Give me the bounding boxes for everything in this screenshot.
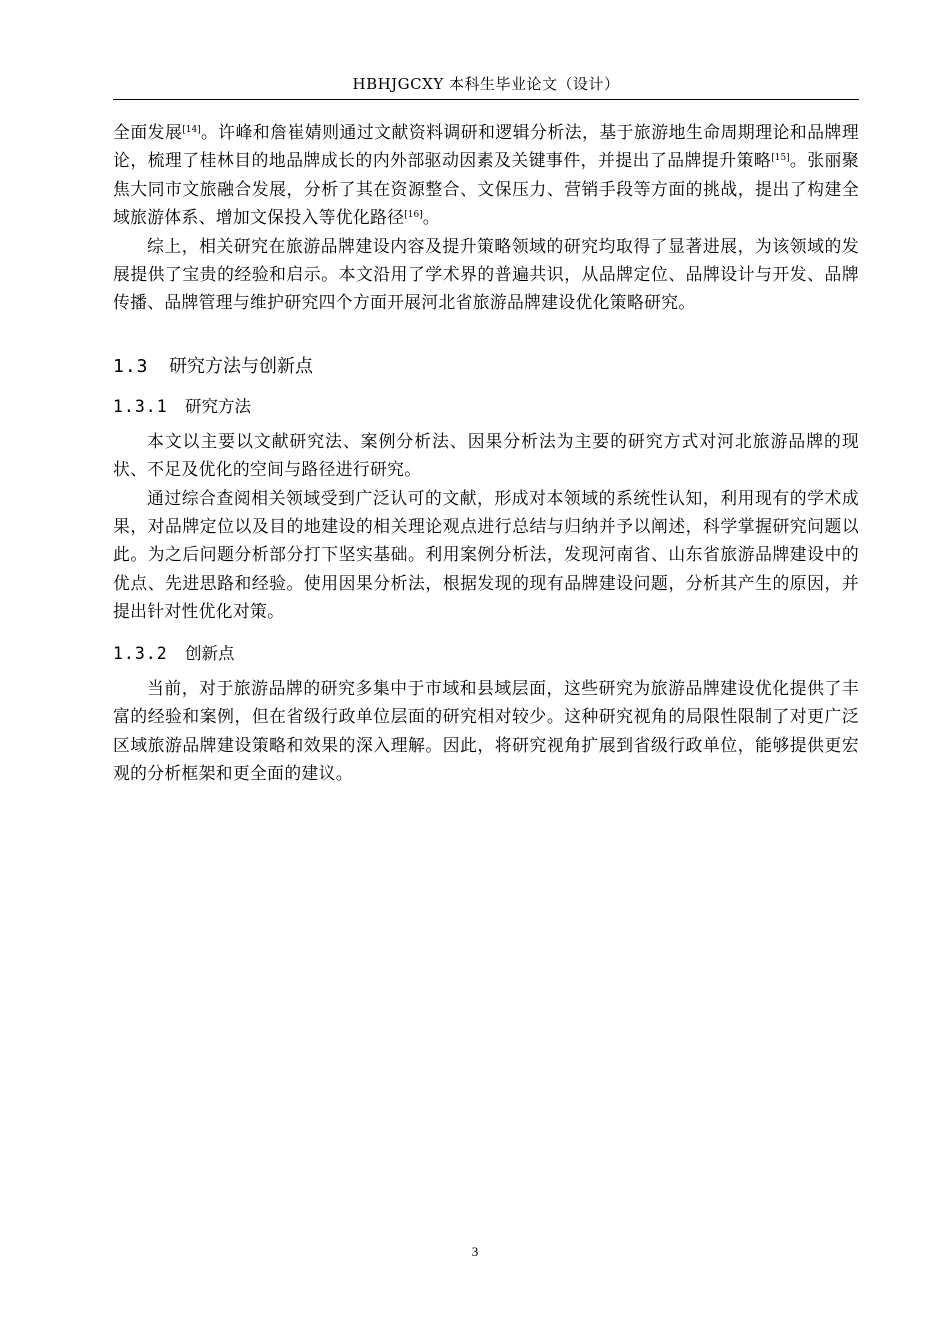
page-body [113,118,859,787]
section-heading-1-3 [113,353,859,381]
subsection-title: 研究方法 [185,396,251,416]
citation-16: [16] [404,210,423,221]
methods-paragraph-2: 通过综合查阅相关领域受到广泛认可的文献，形成对本领域的系统性认知，利用现有的学术成果，对品牌定位以及目的地建设的相关理论观点进行总结与归纳并予以阐述，科学掌握研究问题以此。为之后问题分析部分打下坚实基础。利用案例分析法，发现河南省、山东省旅游品牌建设中的优点、先进思路和经验。使用因果分析法，根据发现的现有品牌建设问题，分析其产生的原因，并提出针对性优化对策。 [113,487,859,622]
intro-paragraph-1 [113,118,859,232]
subsection-heading-1-3-2 [113,640,859,668]
methods-paragraph-1: 本文以主要以文献研究法、案例分析法、因果分析法为主要的研究方式对河北旅游品牌的现状、不足及优化的空间与路径进行研究。 [113,430,859,480]
section-number: 1.3 [113,355,149,377]
header-divider [113,99,859,100]
subsection-title: 创新点 [185,643,235,663]
intro-p1-text-2: 。许峰和詹崔婧则通过文献资料调研和逻辑分析法，基于旅游地生命周期理论和品牌理论，梳理了桂林目的地品牌成长的内外部驱动因素及关键事件，并提出了品牌提升策略 [113,122,859,171]
page-number: 3 [471,1244,479,1259]
subsection-number: 1.3.2 [113,643,168,663]
innovation-paragraph-1: 当前，对于旅游品牌的研究多集中于市域和县域层面，这些研究为旅游品牌建设优化提供了丰富的经验和案例，但在省级行政单位层面的研究相对较少。这种研究视角的局限性限制了对更广泛区域旅游品牌建设策略和效果的深入理解。因此，将研究视角扩展到省级行政单位，能够提供更宏观的分析框架和更全面的建议。 [113,677,859,783]
section-title: 研究方法与创新点 [169,355,313,377]
intro-p1-text-4: 。 [422,207,440,228]
intro-paragraph-2: 综上，相关研究在旅游品牌建设内容及提升策略领域的研究均取得了显著进展，为该领域的发展提供了宝贵的经验和启示。本文沿用了学术界的普遍共识，从品牌定位、品牌设计与开发、品牌传播、品牌管理与维护研究四个方面开展河北省旅游品牌建设优化策略研究。 [113,235,859,313]
intro-p1-text-3: 。张丽聚焦大同市文旅融合发展，分析了其在资源整合、文保压力、营销手段等方面的挑战，提出了构建全域旅游体系、增加文保投入等优化路径 [113,150,859,228]
citation-14: [14] [182,125,201,135]
subsection-number: 1.3.1 [113,396,168,416]
intro-p1-text-1: 全面发展 [113,122,183,142]
citation-15: [15] [771,153,790,164]
page-header: HBHJGCXY 本科生毕业论文（设计） [352,75,620,93]
subsection-heading-1-3-1 [113,393,859,421]
